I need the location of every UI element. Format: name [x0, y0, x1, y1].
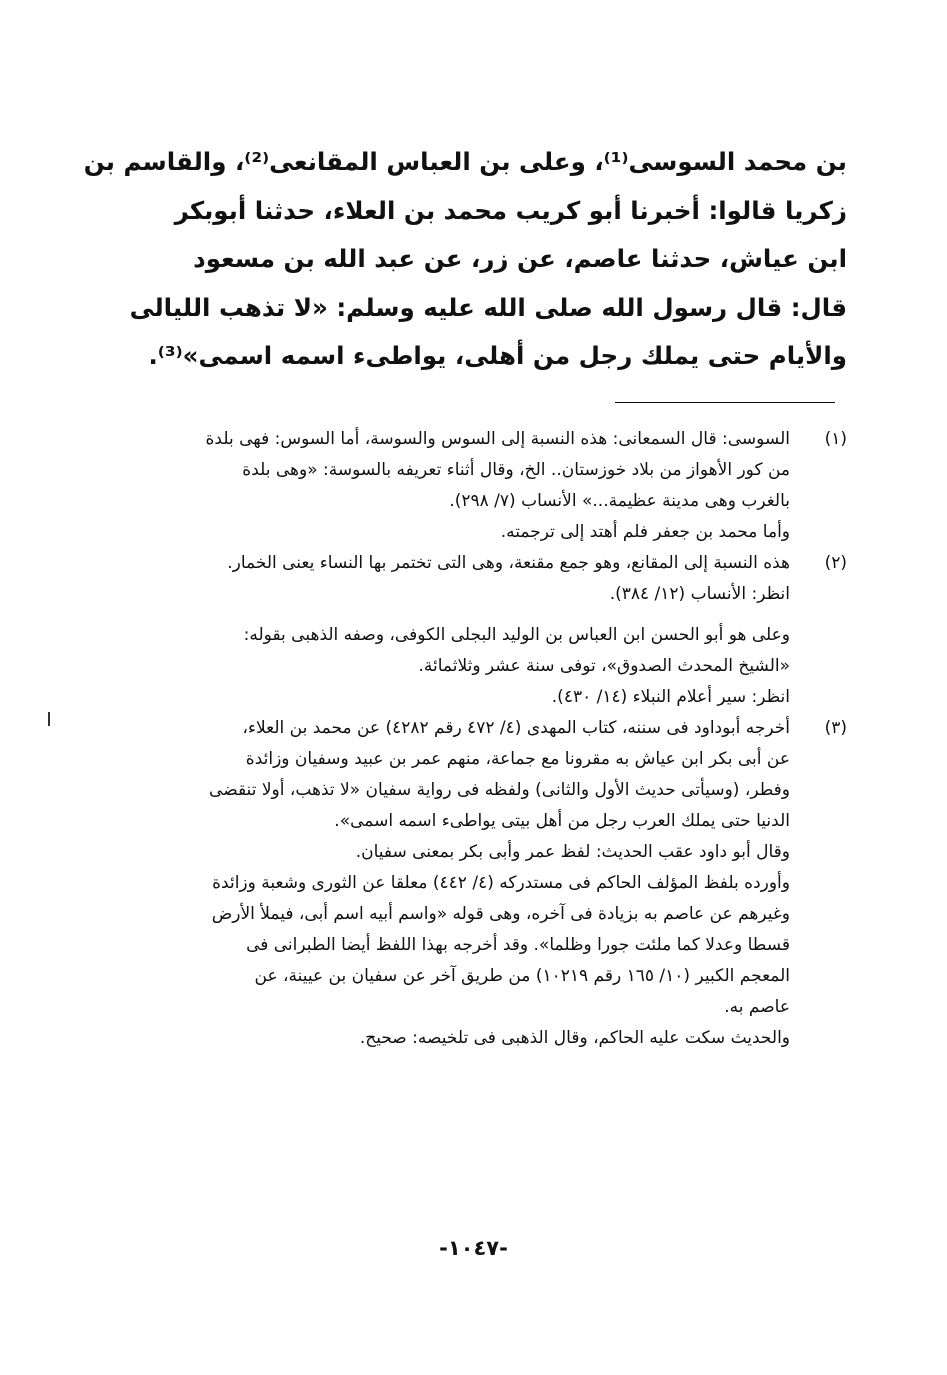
footnote-line: وأورده بلفظ المؤلف الحاكم فى مستدركه (٤/ ٤٤٢) معلقا عن الثورى وشعبة وزائدة	[212, 873, 790, 893]
footnote-3	[127, 713, 847, 1054]
footnote-line: عاصم به.	[724, 997, 790, 1017]
footnote-line: الدنيا حتى يملك العرب رجل من أهل بيتى يواطىء اسمه اسمى».	[334, 811, 790, 831]
main-text-line: والأيام حتى يملك رجل من أهلى، يواطىء اسمه اسمى»⁽³⁾.	[148, 341, 847, 370]
footnote-2	[127, 548, 847, 713]
footnote-line: وعلى هو أبو الحسن ابن العباس بن الوليد البجلى الكوفى، وصفه الذهبى بقوله:	[243, 625, 790, 645]
page-number: -١٠٤٧-	[439, 1236, 508, 1260]
main-text-line: قال: قال رسول الله صلى الله عليه وسلم: «لا تذهب الليالى	[129, 292, 847, 322]
footnote-line: قسطا وعدلا كما ملئت جورا وظلما». وقد أخرجه بهذا اللفظ أيضا الطبرانى فى	[246, 935, 790, 955]
footnote-number: (٣)	[824, 718, 847, 738]
spacer	[127, 610, 790, 620]
footnote-line: انظر: الأنساب (١٢/ ٣٨٤).	[609, 584, 790, 604]
footnote-line: هذه النسبة إلى المقانع، وهو جمع مقنعة، وهى التى تختمر بها النساء يعنى الخمار.	[227, 553, 790, 573]
footnote-line: وقال أبو داود عقب الحديث: لفظ عمر وأبى بكر بمعنى سفيان.	[355, 842, 790, 862]
footnote-line: المعجم الكبير (١٠/ ١٦٥ رقم ١٠٢١٩) من طريق آخر عن سفيان بن عيينة، عن	[254, 966, 790, 986]
footnote-line: وأما محمد بن جعفر فلم أهتد إلى ترجمته.	[500, 522, 790, 542]
footnote-line: بالغرب وهى مدينة عظيمة...» الأنساب (٧/ ٢٩٨).	[449, 491, 790, 511]
footnote-number: (١)	[824, 429, 847, 449]
main-text-block	[83, 138, 847, 381]
footnote-separator	[615, 402, 835, 403]
footnotes-section	[127, 424, 847, 1054]
main-text-line: بن محمد السوسى⁽¹⁾، وعلى بن العباس المقانعى⁽²⁾، والقاسم بن	[83, 147, 847, 176]
footnote-1	[127, 424, 847, 548]
footnote-line: السوسى: قال السمعانى: هذه النسبة إلى السوس والسوسة، أما السوس: فهى بلدة	[205, 429, 790, 449]
main-text-line: زكريا قالوا: أخبرنا أبو كريب محمد بن العلاء، حدثنا أبوبكر	[174, 195, 847, 225]
footnote-line: انظر: سير أعلام النبلاء (١٤/ ٤٣٠).	[551, 687, 790, 707]
footnote-line: أخرجه أبوداود فى سننه، كتاب المهدى (٤/ ٤٧٢ رقم ٤٢٨٢) عن محمد بن العلاء،	[242, 718, 790, 738]
main-text-line: ابن عياش، حدثنا عاصم، عن زر، عن عبد الله بن مسعود	[193, 244, 847, 273]
footnote-line: وفطر، (وسيأتى حديث الأول والثانى) ولفظه فى رواية سفيان «لا تذهب، أولا تنقضى	[209, 780, 790, 800]
footnote-line: والحديث سكت عليه الحاكم، وقال الذهبى فى تلخيصه: صحيح.	[359, 1028, 790, 1048]
footnote-line: من كور الأهواز من بلاد خوزستان.. الخ، وقال أثناء تعريفه بالسوسة: «وهى بلدة	[242, 460, 790, 480]
footnote-line: «الشيخ المحدث الصدوق»، توفى سنة عشر وثلاثمائة.	[418, 656, 790, 676]
footnote-line: عن أبى بكر ابن عياش به مقرونا مع جماعة، منهم عمر بن عبيد وسفيان وزائدة	[245, 749, 790, 769]
footnote-line: وغيرهم عن عاصم به بزيادة فى آخره، وهى قوله «واسم أبيه اسم أبى، فيملأ الأرض	[211, 904, 790, 924]
margin-mark	[48, 712, 50, 726]
footnote-number: (٢)	[824, 553, 847, 573]
